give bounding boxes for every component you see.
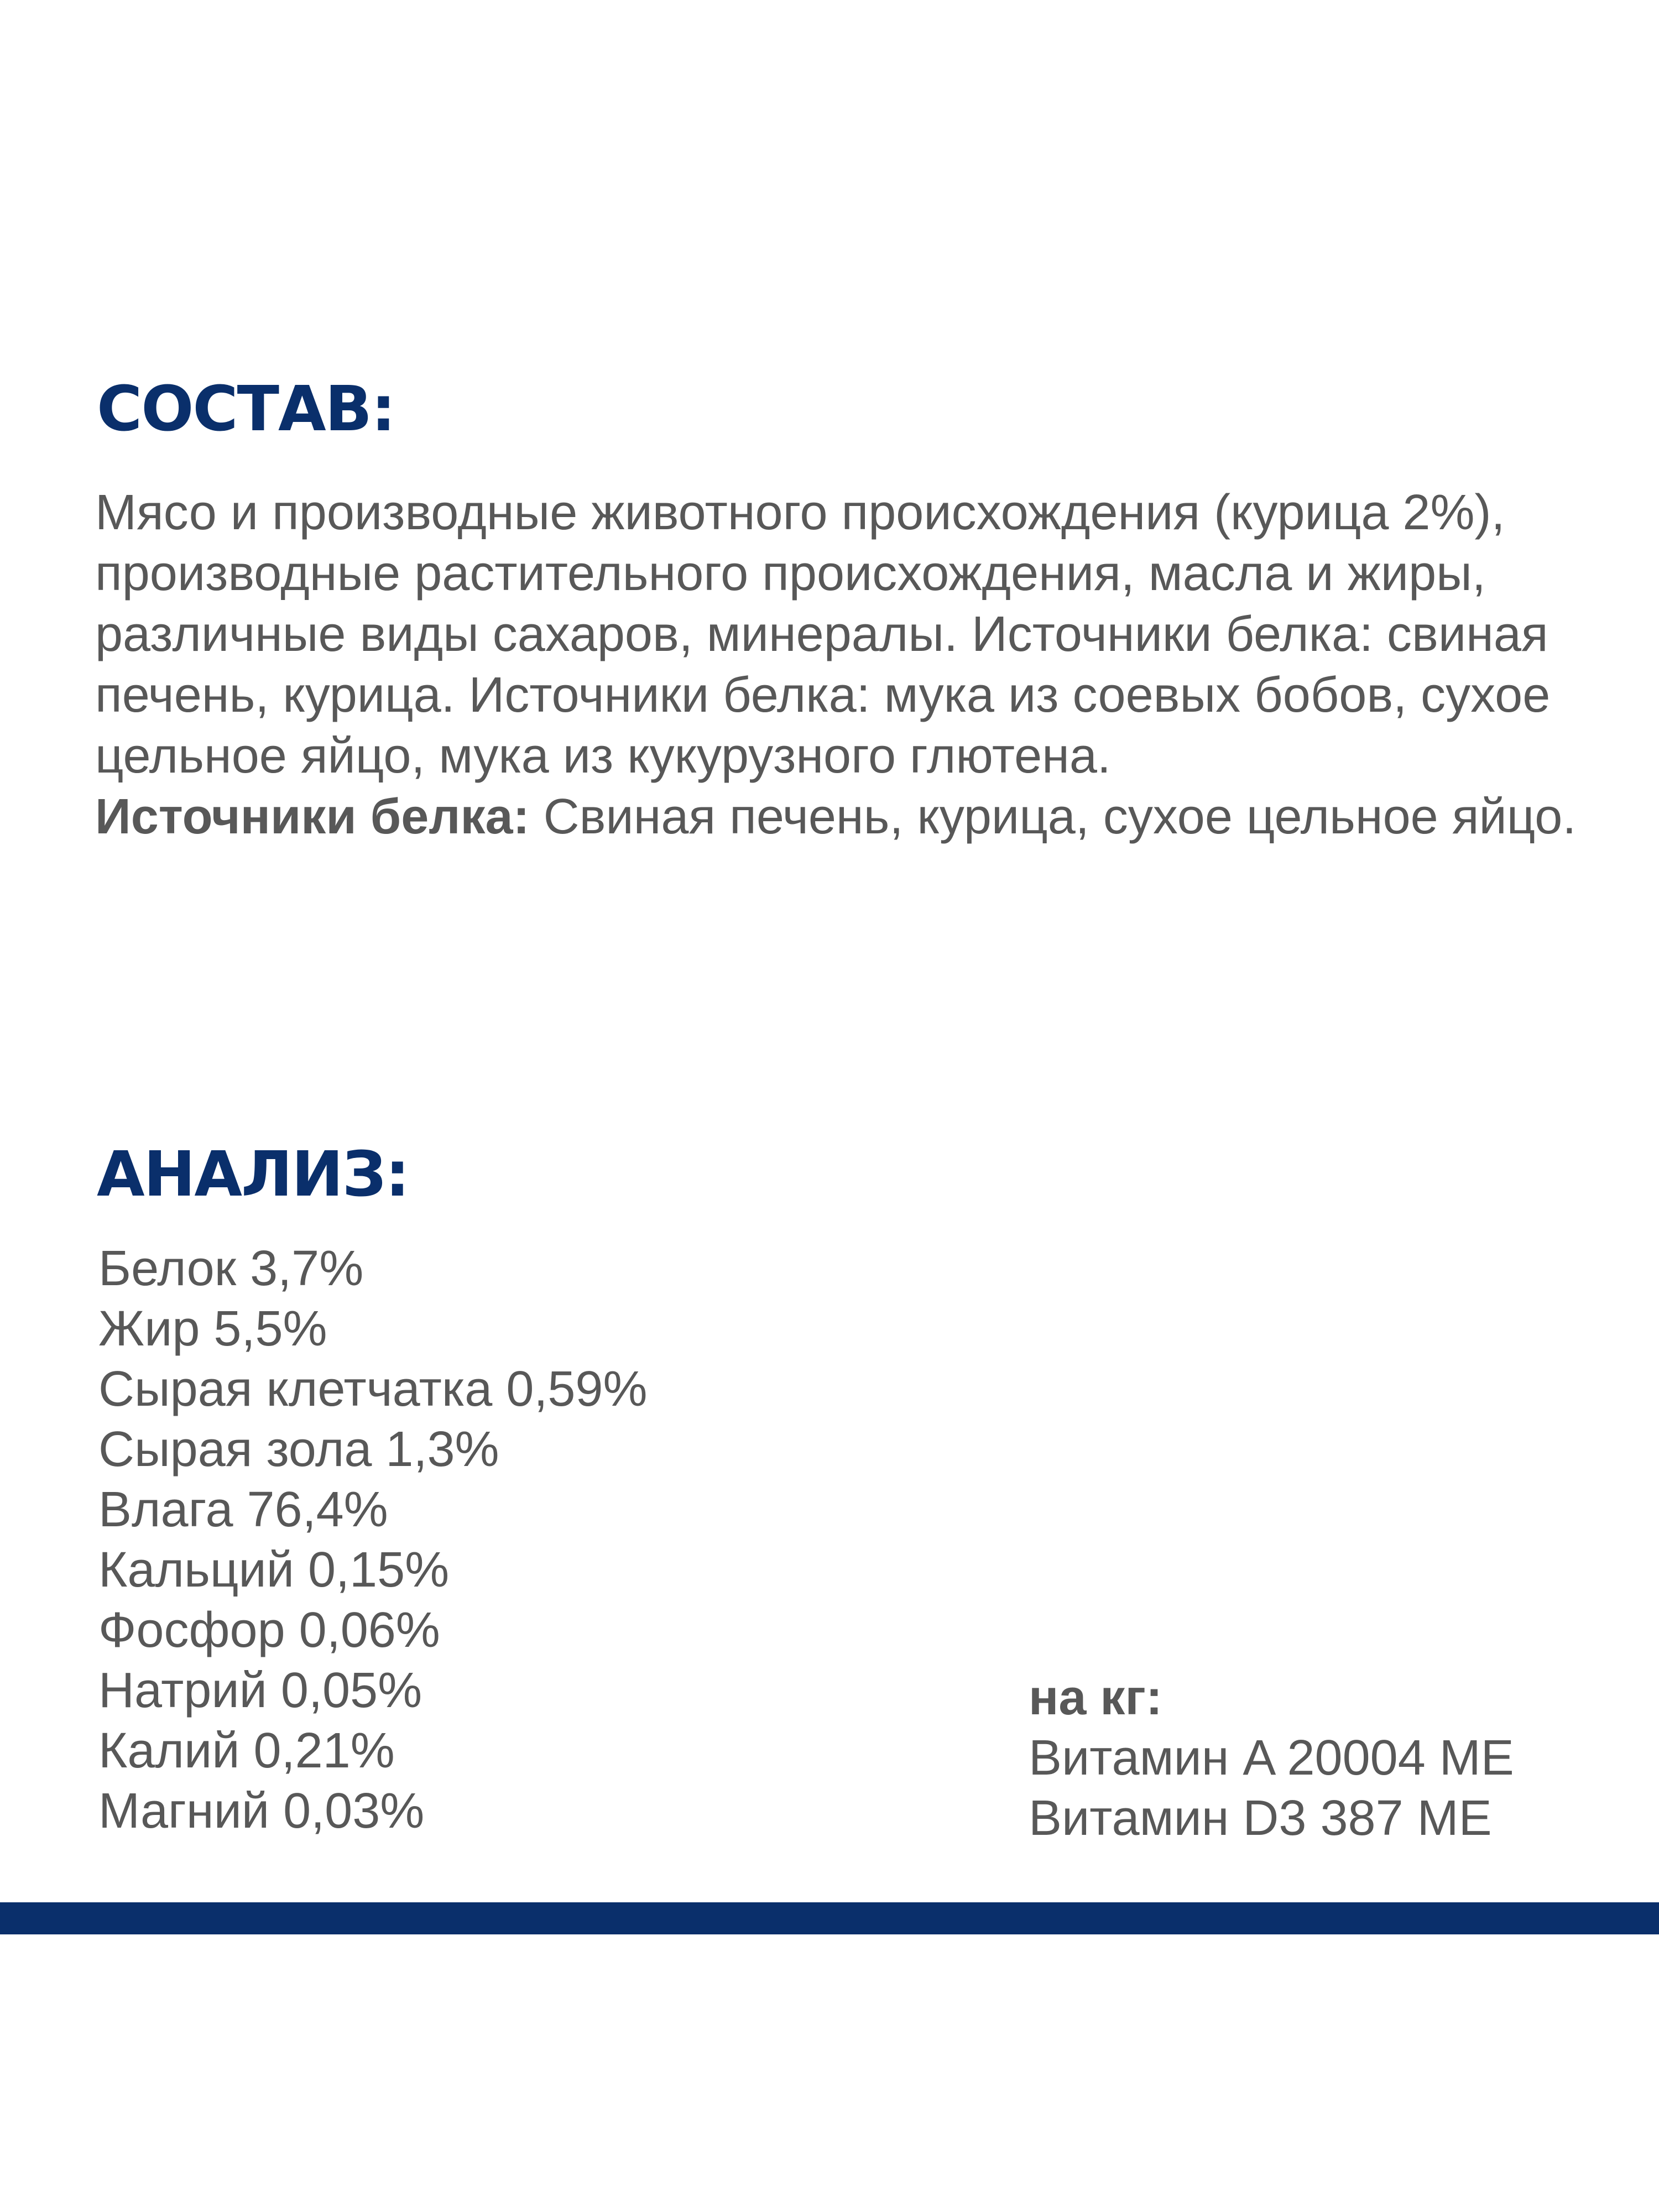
- analysis-item-crude-fiber: Сырая клетчатка 0,59%: [98, 1361, 648, 1417]
- per-kg-label: на кг:: [1029, 1670, 1162, 1725]
- protein-sources-text: Свиная печень, курица, сухое цельное яйцо.: [529, 789, 1577, 844]
- analysis-item-fat: Жир 5,5%: [98, 1301, 327, 1357]
- analysis-item-crude-ash: Сырая зола 1,3%: [98, 1422, 499, 1477]
- vitamin-a: Витамин A 20004 МЕ: [1029, 1730, 1514, 1786]
- composition-ingredients: Мясо и производные животного происхождения (курица 2%), производные растительного происхождения, масла и жиры, различные виды сахаров, минералы. Источники белка: свиная печень, курица. Источники белка: мука из соевых бобов, сухое цельное яйцо, мука из кукурузного глютена.: [95, 485, 1551, 784]
- analysis-heading: АНАЛИЗ:: [97, 1139, 409, 1211]
- footer-bar: [0, 1902, 1659, 1934]
- analysis-item-phosphorus: Фосфор 0,06%: [98, 1603, 440, 1658]
- composition-text: [95, 482, 1599, 847]
- analysis-item-protein: Белок 3,7%: [98, 1241, 364, 1296]
- vitamin-d3: Витамин D3 387 МЕ: [1029, 1791, 1492, 1846]
- analysis-item-sodium: Натрий 0,05%: [98, 1663, 422, 1718]
- analysis-item-calcium: Кальций 0,15%: [98, 1542, 450, 1598]
- composition-heading: СОСТАВ:: [97, 373, 395, 445]
- analysis-item-magnesium: Магний 0,03%: [98, 1783, 425, 1839]
- per-kg-block: [1029, 1668, 1514, 1849]
- analysis-list: [98, 1239, 648, 1841]
- analysis-item-moisture: Влага 76,4%: [98, 1482, 388, 1537]
- analysis-item-potassium: Калий 0,21%: [98, 1723, 395, 1778]
- vitamin-list: [1029, 1728, 1514, 1849]
- protein-sources-label: Источники белка:: [95, 789, 530, 844]
